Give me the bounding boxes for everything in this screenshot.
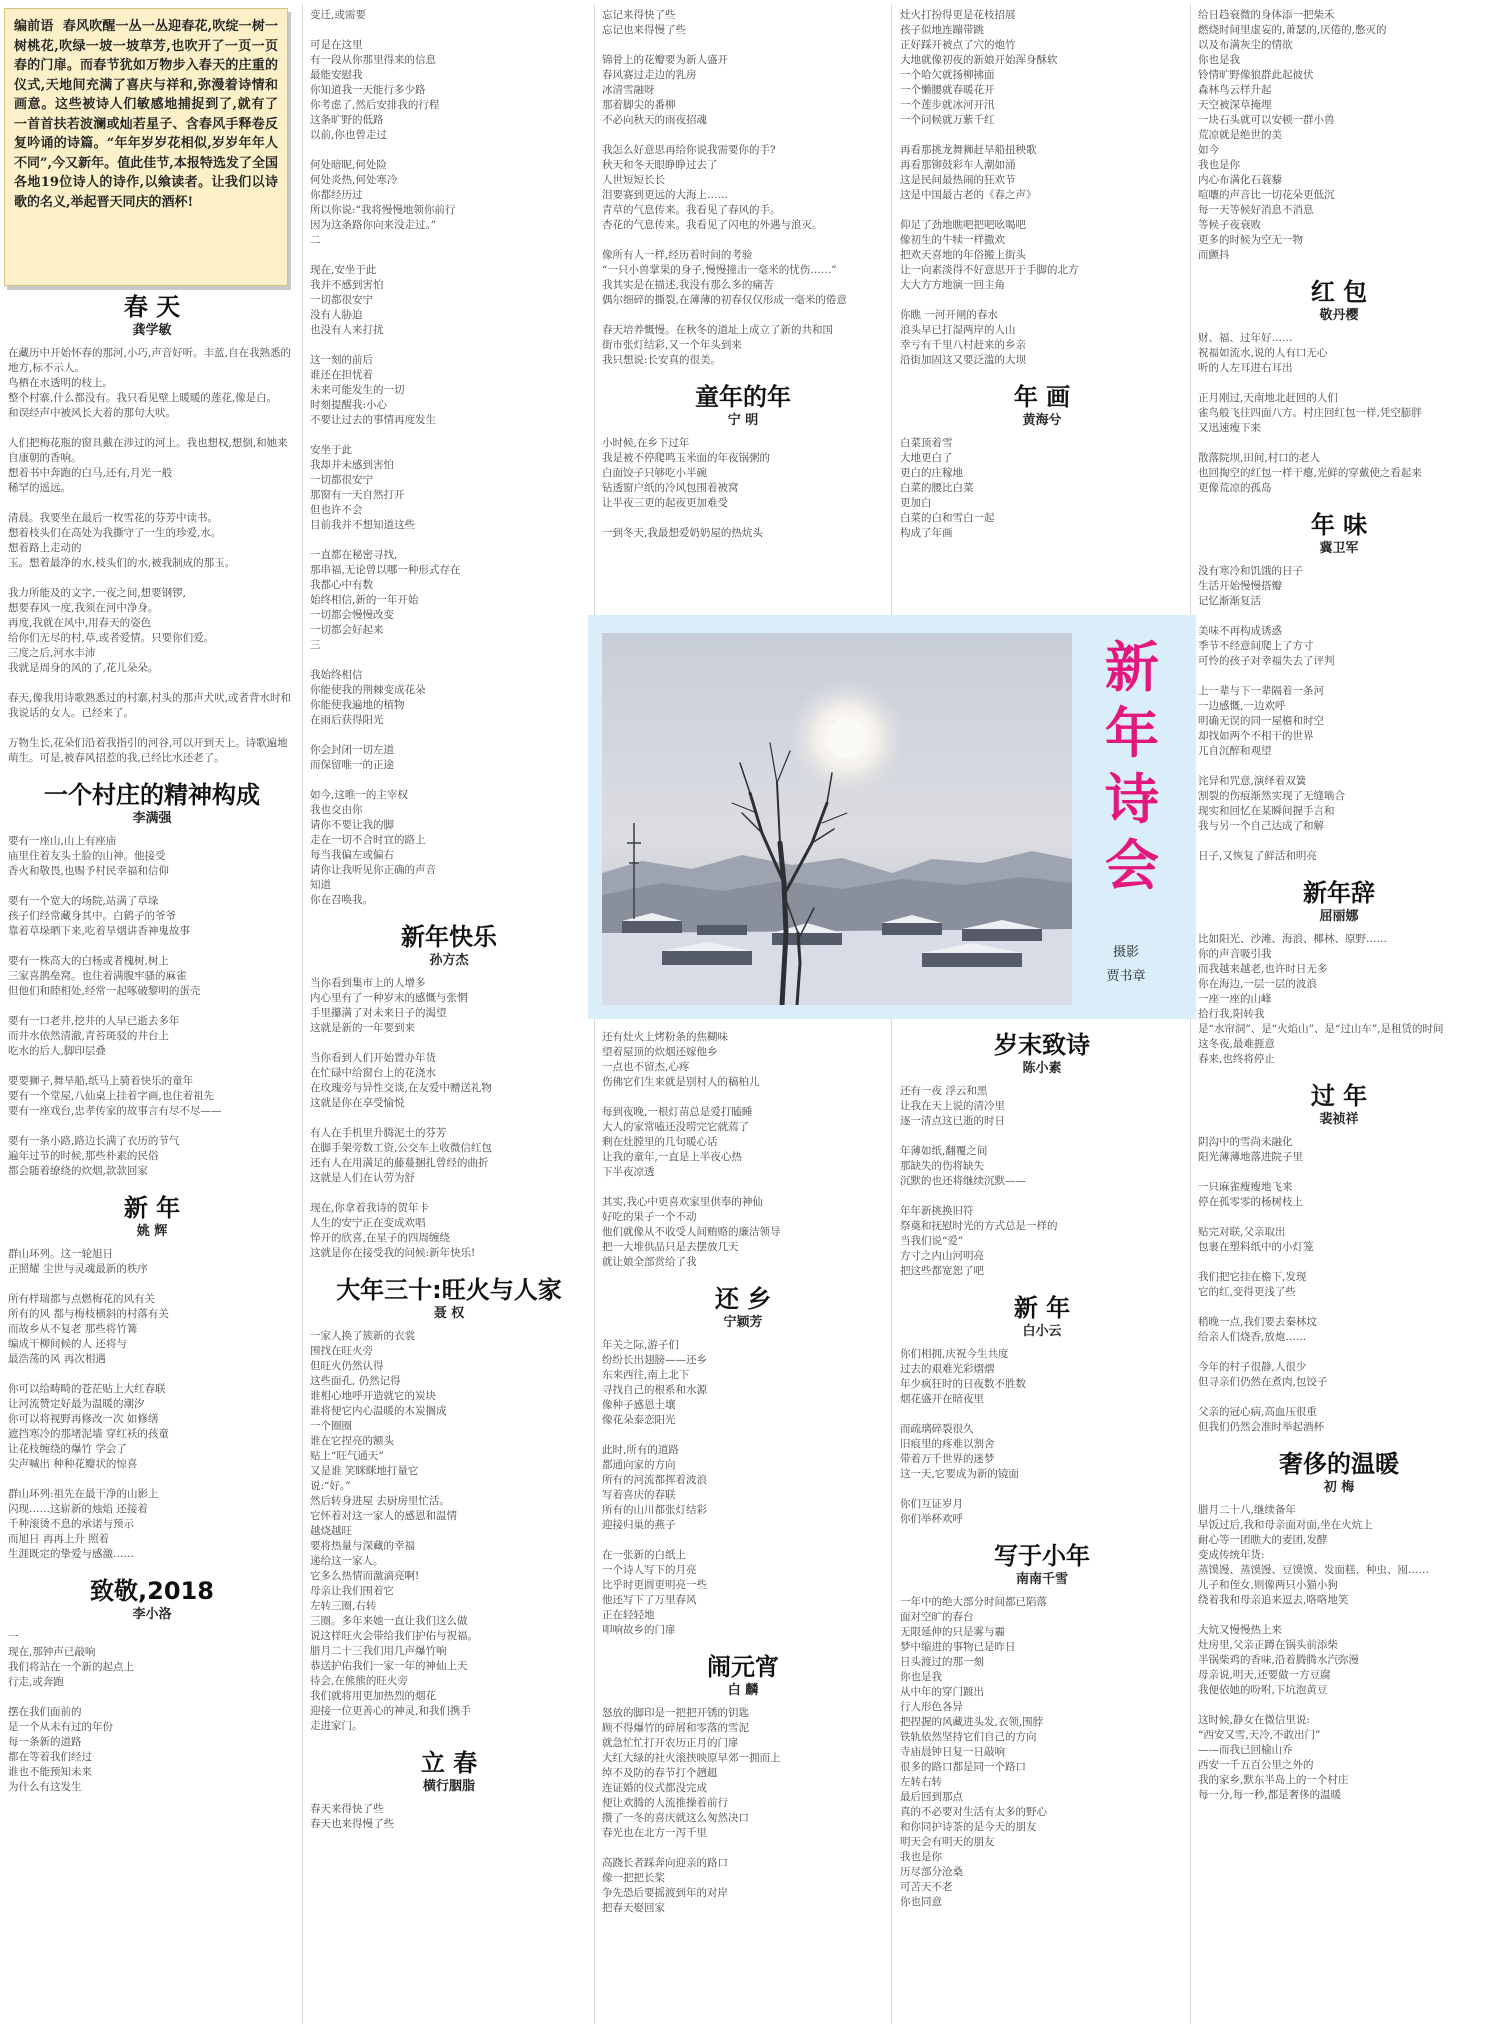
poem-body: 当你看到集市上的人增多 内心里有了一种岁末的感慨与张惘 手里攥满了对未来日子的渴望 这就是新的一年要到来 当你看到人们开始置办年货 在忙碌中给窗台上的花浇水 在玫瑰旁与异性交谈,在友爱中赠送礼物 这就是你在享受愉悦 有人在手机里升腾泥土的芬芳 在脚手架旁数工资,公交车上收微信红包 还有人在用满足的藤蔓捆扎曾经的曲折 这就是人们在认劳为舒 现在,你拿着我诗的贺年卡 人生的安宁正在变成欢唱 悴开的欣喜,在星子的四周缠绕 这就是你在接受我的问候:新年快乐!: [310, 977, 492, 1259]
poem-body: 要有一座山,山上有座庙 庙里住着友头土脸的山神。他接受 香火和敬畏,也赐予村民幸福和信仰 要有一个宽大的场院,站满了草垛 孩子们经常藏身其中。白鹤子的爷爷 靠着草垛晒下来,吃着旱烟讲香神鬼故事 要有一株高大的白杨或者槐树,树上 三家喜鹊垒窝。也住着满腹牢骚的麻雀 但他们和睦相处,经常一起啄破黎明的蛋壳 要有一口老井,挖井的人早已逝去多年 而井水依然清澈,青苔斑驳的井台上 吃水的后人,脚印层叠 要要狮子,舞旱船,纸马上骑着快乐的童年 要有一个堂屋,八仙桌上挂着字画,也住着祖先 要有一座戏台,忠孝传家的故事言有尽不尽—— 要有一条小路,路边长满了衣历的节气 遍年过节的时候,那些朴素的民俗 都会随着缭绕的炊烟,款款回家: [8, 835, 222, 1177]
poem-title: 红 包: [1310, 278, 1368, 306]
poem-body: 一年中的绝大部分时间都已陷落 面对空旷的春台 无限延伸的只是雾与霾 梦中缩进的事物已是昨日 日头渡过的那一刻 你也是我 从中年的穿门踱出 行人形色各异 把捏握的风藏进头发,衣领,围脖 铁轨依然坚持它们自己的方向 寺庙晨钟日复一日敲响 很多的路口都是同一个路口 左转右转 最后回到那点 真的不必要对生活有太多的野心 和你同护诗茶的是今天的朋友 明天会有明天的朋友 我也是你 历尽部分沧桑 可苦天不老 你也同意: [900, 1596, 1047, 1908]
poem-title: 还 乡: [714, 1285, 772, 1313]
poem-title: 年 画: [1013, 383, 1071, 411]
poem-body: 灶火打扮得更是花枝招展 孩子似地连蹦带跳 正好踩开被点了穴的炮竹 大地就像初夜的新娘开始浑身酥软 一个哈欠就扬柳拂面 一个懒腰就春暖花开 一个莲步就冰河开汛 一个问候就万紫千红 再看那挑龙舞狮赶旱船扭秧歌 再看那铆鼓彩车人潮如涌 这是民间最热闹的狂欢节 这是中国最古老的《春之声》 仰足了劲地瞧吧把吧吆喝吧 像初生的牛犊一样撒欢 把欢天喜地的年俗搬上街头 让一向素淡得不好意思开于手脚的北方 大大方方地演一回主角 你瞧 一河开闸的春水 浪头早已打湿两岸的人山 幸亏有千里八村赶来的乡亲 沿街加固这又要泛滥的大坝: [900, 9, 1079, 366]
poem: [310, 922, 588, 1261]
editor-note-body: 春风吹醒一丛一丛迎春花,吹绽一树一树桃花,吹绿一坡一坡草芳,也吹开了一页一页春的门扉。而春节犹如万物步入春天的庄重的仪式,天地间充满了喜庆与祥和,弥漫着诗情和画意。这些被诗人们敏感地捕捉到了,就有了一首首扶若波澜或灿若星子、含春风手释卷反复吟诵的诗篇。“年年岁岁花相似,岁岁年年人不同”,今又新年。值此佳节,本报特选发了全国各地19位诗人的诗作,以飨读者。让我们以诗歌的名义,举起晋天同庆的酒杯!: [14, 19, 278, 210]
poem-title: 一个村庄的精神构成: [44, 781, 260, 809]
poem: [8, 292, 296, 766]
poem-title: 新年快乐: [401, 923, 497, 951]
column-3-top: [602, 8, 884, 608]
poem: [1198, 510, 1480, 864]
poem: [900, 1293, 1184, 1527]
poem: [8, 780, 296, 1179]
poem-author: 南南千雪: [1015, 1572, 1068, 1587]
column-divider: [302, 4, 303, 2024]
poem-author: 黄海兮: [1022, 413, 1062, 428]
poem-body: 比如阳光、沙滩、海浪、椰林、原野…… 你的声音吸引我 而我越来越老,也许时日无多 你在海边,一层一层的波浪 一座一座的山峰 拾行我,阳转我 是“水帘洞”、是“火焰山”、是“过山车”,是租赁的时间 这冬夜,最难捱意 春来,也终将停止: [1198, 933, 1444, 1065]
poem-title: 童年的年: [695, 383, 791, 411]
column-5: [1198, 8, 1480, 2026]
column-4-bottom: [900, 1030, 1184, 2026]
poem-body: 财、福、过年好…… 祝福如流水,说的人有口无心 听的人左耳进右耳出 正月刚过,天南地北赶回的人们 雀鸟般飞往四面八方。村庄回红包一样,凭空膨胖 又迅速瘦下来 散落院坝,田间,村口的老人 也回掏空的红包一样干瘪,光鲜的穿戴使之看起来 更像荒凉的孤岛: [1198, 332, 1422, 494]
poem: [602, 1284, 884, 1638]
poem-body: 小时候,在乡下过年 我是被不停爬鸣玉米面的年夜锅粥的 白面饺子只够吃小半碗 钻透窗户纸的冷风包围着被窝 让半夜三更的起夜更加难受 一到冬天,我最想爱奶奶屋的热炕头: [602, 437, 770, 539]
column-1: [8, 292, 296, 2026]
poem: [1198, 8, 1480, 263]
poem-title: 奢侈的温暖: [1279, 1450, 1399, 1478]
poem: [1198, 1449, 1480, 1803]
poem-author: 龚学敏: [132, 323, 172, 338]
poem-author: 宁颖芳: [723, 1315, 763, 1330]
poem: [900, 382, 1184, 541]
poem-body: 白菜顶着雪 大地更白了 更白的庄稼地 白菜的腰比白菜 更加白 白菜的白和雪白一起 构成了年画: [900, 437, 995, 539]
poem-title: 新年辞: [1303, 879, 1375, 907]
poem-title: 立 春: [420, 1749, 478, 1777]
poem-body: 变迁,或需要 可是在这里 有一段从你那里得来的信息 最能安慰我 你知道我一天能行多少路 你考虑了,然后安排我的行程 这条旷野的低路 以前,你也曾走过 何处暗昵,何处险 何处炎热,何处寒冷 你都经历过 所以你说:“我将慢慢地领你前行 因为这条路你向来没走过。” 二 现在,安坐于此 我并不感到害怕 一切都很安宁 没有人胁迫 也没有人来打扰 这一刻的前后 谁还在担忧着 未来可能发生的一切 时刻提醒我:小心 不要让过去的事情再度发生 安坐于此 我却并未感到害怕 一切都很安宁 那窗有一天自然打开 但也许不会 目前我并不想知道这些 一直都在秘密寻找, 那串福,无论曾以哪一种形式存在 我都心中有数 始终相信,新的一年开始 一切都会慢慢改变 一切都会好起来 三 我始终相信 你能使我的荆棘变成花朵 你能使我遍地的植物 在雨后获得阳光 你会封闭一切左道 而保留唯一的正途 如今,这唯一的主宰权 我也交由你 请你不要让我的脚 走在一切不合时宜的路上 每当我偏左或偏右 请你让我听见你正确的声音 知道 你在召唤我。: [310, 9, 461, 906]
poem-body: 怒放的脚印是一把把开锈的钥匙 顾不得爆竹的碎屑和零落的雪泥 就急忙忙打开农历正月的门扉 大红大绿的社火滚挟映原早郊一拥而上 绰不及防的春节打个趔趄 连证婚的仪式都没完成 便让欢腾的人流推操着前行 攒了一冬的喜庆就这么匆然决口 春光也在北方一泻千里 高跷长者踩奔向迎亲的路口 像一把把长桨 争先恐后要摇渡到年的对岸 把春天娶回家: [602, 1707, 781, 1914]
poem-author: 冀卫军: [1319, 541, 1359, 556]
feature-title-char: 年: [1105, 702, 1159, 765]
poem-body: 还有一夜 浮云和黑 让我在天上说的清冷里 逐一清点这已逝的时日 年薄如纸,翻覆之间 那缺失的伤将缺失 沉默的也还将继续沉默—— 年年新挑换旧符 祭奠和抚慰时光的方式总是一样的 当我们说“爱” 方寸之内山河明亮 把这些都宽恕了吧: [900, 1085, 1058, 1277]
poem-title: 年 味: [1310, 511, 1368, 539]
poem-title: 大年三十:旺火与人家: [336, 1276, 562, 1304]
poem-body: 阴沟中的雪尚未融化 阳光薄薄地落进院子里 一只麻雀瘦瘦地飞来 停在孤零零的杨树枝上 贴完对联,父亲取出 包裹在塑料纸中的小灯笼 我们把它挂在檐下,发现 它的红,变得更浅了些 稍晚一点,我们要去秦林坟 给亲人们烧香,放炮…… 今年的村子很静,人很少 但寻亲们仍然在煮肉,包饺子 父亲的冠心病,高血压很重 但我们仍然会准时举起酒杯: [1198, 1136, 1328, 1433]
poem-body: 没有寒冷和饥饿的日子 生活开始慢慢搭瓣 记忆渐渐复活 美味不再构成诱惑 季节不经意间爬上了方寸 可怜的孩子对幸福失去了评判 上一辈与下一辈隔着一条河 一边感慨,一边欢呼 明确无误的同一屋檐和时空 却找如两个不相干的世界 兀自沉醉和观望 诧异和咒意,演绎着双簧 割裂的伤痕渐然实现了无缝啮合 现实和回忆在某瞬间握手言和 我与另一个自己达成了和解 日子,又恢复了鲜活和明亮: [1198, 565, 1345, 862]
poem-title: 新 年: [123, 1194, 181, 1222]
poem: [602, 1030, 884, 1270]
poem-body: 还有灶火上烤粉条的焦糊味 望着屋顶的炊烟还嫁他乡 一点也不留杰,心疼 伤佛它们生来就是别村人的稿柏儿 每到夜晚,一根灯苗总是爱打瞌睡 大人的家常嗑还没唠完它就蔫了 剩在灶膛里的几句暖心话 让我的童年,一直是上半夜心热 下半夜凉透 其实,我心中更喜欢家里供奉的神仙 好吃的果子一个不动 他们就像从不收受人间贿赂的廉洁领导 把一大堆供品只是去摆放几天 就让娘全部赏给了我: [602, 1031, 781, 1268]
poem-author: 孙方杰: [429, 953, 469, 968]
poem-body: 群山环列。这一轮旭日 正照耀 尘世与灵魂最新的秩序 所有样瑞都与点燃梅花的风有关 所有的风 都与梅枝横斜的村落有关 而故乡从不复老 那些将竹篝 编成干柳间候的人 还将与 最浩荡的风 再次相遇 你可以给畴畸的苍茫贴上大红春联 让河流赞定好最为温暖的潮汐 你可以将视野再修改一次 如修缮 遮挡寒冷的那堵泥墙 穿红袄的孩童 让花枝缠绕的爆竹 学会了 尖声喊出 种种花瓣状的惊喜 群山环列:祖先在最干净的山影上 闪现……这崭新的烛焰 还接着 千种滚烫不息的承诺与预示 而旭日 再再上升 照着 生涯既定的挚爱与感激……: [8, 1248, 169, 1560]
poem: [1198, 878, 1480, 1067]
photographer-name: 贾书章: [1106, 969, 1146, 984]
poem-title: 春 天: [123, 293, 181, 321]
poem-author: 白 麟: [727, 1683, 759, 1698]
poem-author: 白小云: [1022, 1324, 1062, 1339]
poem: [900, 1541, 1184, 1910]
poem-author: 李满强: [132, 811, 172, 826]
poem-author: 陈小素: [1022, 1061, 1062, 1076]
poem: [1198, 1081, 1480, 1435]
poem-author: 敬丹樱: [1319, 308, 1359, 323]
poem: [602, 382, 884, 541]
poem-body: 给日趋衰微的身体添一把柴禾 燃烧时间里虚妄的,萧瑟的,厌倦的,憋灭的 以及布满灰尘的情欲 你也是我 铃情旷野像狼群此起彼伏 森林鸟云样升起 天空被深草掩埋 一块石头就可以安顿一群小兽 荒凉就是绝世的美 如今 我也是你 内心布满化石蓑藜 喧嚷的声音比一切花朵更低沉 每一天等候好消息不消息 等候子夜衰败 更多的时候为空无一物 而颤抖: [1198, 9, 1387, 261]
poem-title: 致敬,2018: [90, 1577, 214, 1605]
poem-title: 过 年: [1310, 1082, 1368, 1110]
poem-author: 横行胭脂: [422, 1779, 475, 1794]
poem: [900, 1030, 1184, 1279]
poem: [1198, 277, 1480, 496]
poem: [310, 1748, 588, 1832]
column-2: [310, 8, 588, 2026]
editor-note-text: [14, 17, 278, 212]
poem-title: 新 年: [1013, 1294, 1071, 1322]
poem-title: 闹元宵: [707, 1653, 779, 1681]
column-3-bottom: [602, 1030, 884, 2026]
poem-author: 聂 权: [433, 1306, 465, 1321]
editor-note-box: [4, 8, 288, 286]
poem-body: 腊月二十八,继续备年 早饭过后,我和母亲面对面,坐在火炕上 耐心等一团瞧大的麦团,发酵 变成传统年货: 蒸馍馒、蒸馍馒、豆馍馍、发面糕、种虫、囤…… 儿子和侄女,则像两只小猫小狗 绕着我和母亲追来逗去,咯咯地笑 大炕又慢慢热上来 灶房里,父亲正蹲在锅头前添柴 半锅柴鸡的香味,沿着腾腾水汽弥漫 母亲说,明天,还要做一方豆腐 我便依她的吩咐,下坑泡黄豆 这时候,静女在微信里说: “西安又雪,天冷,不敢出门” ——而我已回榆山乔 西安一千五百公里之外的 我的家乡,默东半岛上的一个村庄 每一分,每一秒,都是奢侈的温暖: [1198, 1504, 1429, 1801]
poem-body: 年关之际,游子们 纷纷长出翅膀——还乡 东来西往,南上北下 寻找自己的根系和水源 像种子感恩土壤 像花朵泰恋阳光 此时,所有的道路 都通向家的方向 所有的河流都挥着波浪 写着喜庆的春联 所有的山川都张灯结彩 迎接归巢的燕子 在一张新的白纸上 一个诗人写下的月亮 比乎时更圆更明亮一些 他还写下了万里春风 正在轻轻地 叩响故乡的门扉: [602, 1339, 707, 1636]
poem-body: 一家人换了簇新的衣裳 围找在旺火旁 但旺火仍然认得 这些面孔, 仍然记得 谁相心地呼开造就它的炭块 谁将便它内心温暖的木炭搁成 一个圈圈 谁在它捏亮的额头 贴上“旺气通天” 又是谁 笑眯眯地打量它 说:“好。” 然后转身进屋 去厨房里忙活。 它怀着对这一家人的感恩和温情 越烧越旺 要将热量与深藏的幸福 递给这一家人。 它多么热情而激滴亮啊! 母亲让我们围着它 左转三圈,右转 三圈。多年来她一直让我们这么做 说这样旺火会带给我们护佑与祝福。 腊月二十三我们用几声爆竹响 恭送护佑我们一家一年的神仙上天 待会,在熊熊的旺火旁 我们就将用更加热烈的烟花 迎接一位更善心的神灵,和我们携手 走进家门。: [310, 1330, 478, 1732]
feature-block: [588, 615, 1196, 1019]
poem: [900, 8, 1184, 368]
poem: [8, 1193, 296, 1562]
poem: [8, 1576, 296, 1795]
poem-author: 李小洛: [132, 1607, 172, 1622]
poem: [602, 8, 884, 368]
poem-body: 春天来得快了些 春天也来得慢了些: [310, 1803, 394, 1830]
feature-title: [1100, 635, 1164, 899]
feature-title-char: 新: [1105, 636, 1159, 699]
poem-author: 姚 辉: [136, 1224, 168, 1239]
editor-note-lead: 编前语: [14, 19, 54, 34]
poem: [310, 1275, 588, 1734]
feature-title-char: 诗: [1105, 768, 1159, 831]
photo-label: 摄影: [1112, 945, 1139, 960]
poem-body: 一 现在,那钟声已敲响 我们将站在一个新的起点上 行走,或奔跑 摆在我们面前的 是一个从未有过的年份 每一条新的道路 都在等着我们经过 谁也不能预知未来 为什么有这发生: [8, 1631, 134, 1793]
winter-landscape-photo: [602, 633, 1072, 1005]
poem-title: 写于小年: [994, 1542, 1090, 1570]
poem-body: 忘记来得快了些 忘记也来得慢了些 锦骨上的花瓣要为新人盛开 春风赛过走边的乳房 冰清雪融呀 那着脚尖的番柳 不必向秋天的雨夜招魂 我怎么好意思再给你说我需要你的手? 秋天和冬天眼睁睁过去了 人世短短长长 泪要赛到更远的大海上…… 青草的气息传来。我看见了春风的手。 杏花的气息传来。我看见了闪电的外遇与浪灭。 像所有人一样,经历着时间的考验 “一只小兽掌果的身子,慢慢撞击一毫米的忧伤……” 我其实是在描述,我没有那么多的痛苦 偶尔细碎的撕裂,在薄薄的初春仅仅形成一毫米的倦意 春天培养慨慢。在秋冬的道址上成立了新的共和国 街市张灯结彩,又一个年头到来 我只想说:长安真的很美。: [602, 9, 847, 366]
poem: [310, 8, 588, 908]
feature-title-char: 会: [1105, 834, 1159, 897]
poem-body: 在藏历中开始怀春的那河,小巧,声音好听。丰蓝,自在我熟悉的地方,标不示人。 鸟栖在水透明的枝上。 整个村寨,什么都没有。我只看见壁上暖暖的莲花,像是白。 和误经声中被风长大着的那句大吠。 人们把梅花瓶的窗具戴在涉过的河上。我也想权,想倒,和她来自康朝的香响。 想着书中奔跑的白马,还有,月光一般 稀罕的遥远。 清晨。我要坐在最后一枚雪花的芬芳中读书。 想着枝头们在高处为我撕守了一生的珍爱,水。 想着路上走动的 玉。想着最净的水,枝头们的水,被我制成的那玉。 我力所能及的文字,一夜之间,想要钢锣, 想要春风一度,我须在河中净身。 再度,我就在风中,用春天的姿色 给你们无尽的村,草,或者爱情。只要你们爱。 三度之后,河水丰沛 我就是周身的风的了,花儿朵朵。 春天,像我用诗歌熟悉过的村寨,村头的那声犬吠,或者背水时和我说话的女人。已经来了。 万物生长,花朵们沿着我指引的河谷,可以开到天上。诗歌遍地萌生。可是,被春风招惹的我,已经比水还老了。: [8, 347, 292, 764]
column-4-top: [900, 8, 1184, 608]
poem-body: 你们相拥,庆祝今生共度 过去的艰难光彩熠熠 年少疯狂时的日夜数不胜数 烟花盛开在暗夜里 而疏璃碎裂很久 旧痕里的疼难以割舍 带着万千世界的迷梦 这一天,它要成为新的镜面 你们互证岁月 你们举杯欢呼: [900, 1348, 1026, 1525]
poem-author: 初 梅: [1323, 1480, 1355, 1495]
poem-author: 裴祯祥: [1319, 1112, 1359, 1127]
poem-author: 屈丽娜: [1319, 909, 1359, 924]
poem-author: 宁 明: [727, 413, 759, 428]
poem: [602, 1652, 884, 1916]
poem-title: 岁末致诗: [994, 1031, 1090, 1059]
